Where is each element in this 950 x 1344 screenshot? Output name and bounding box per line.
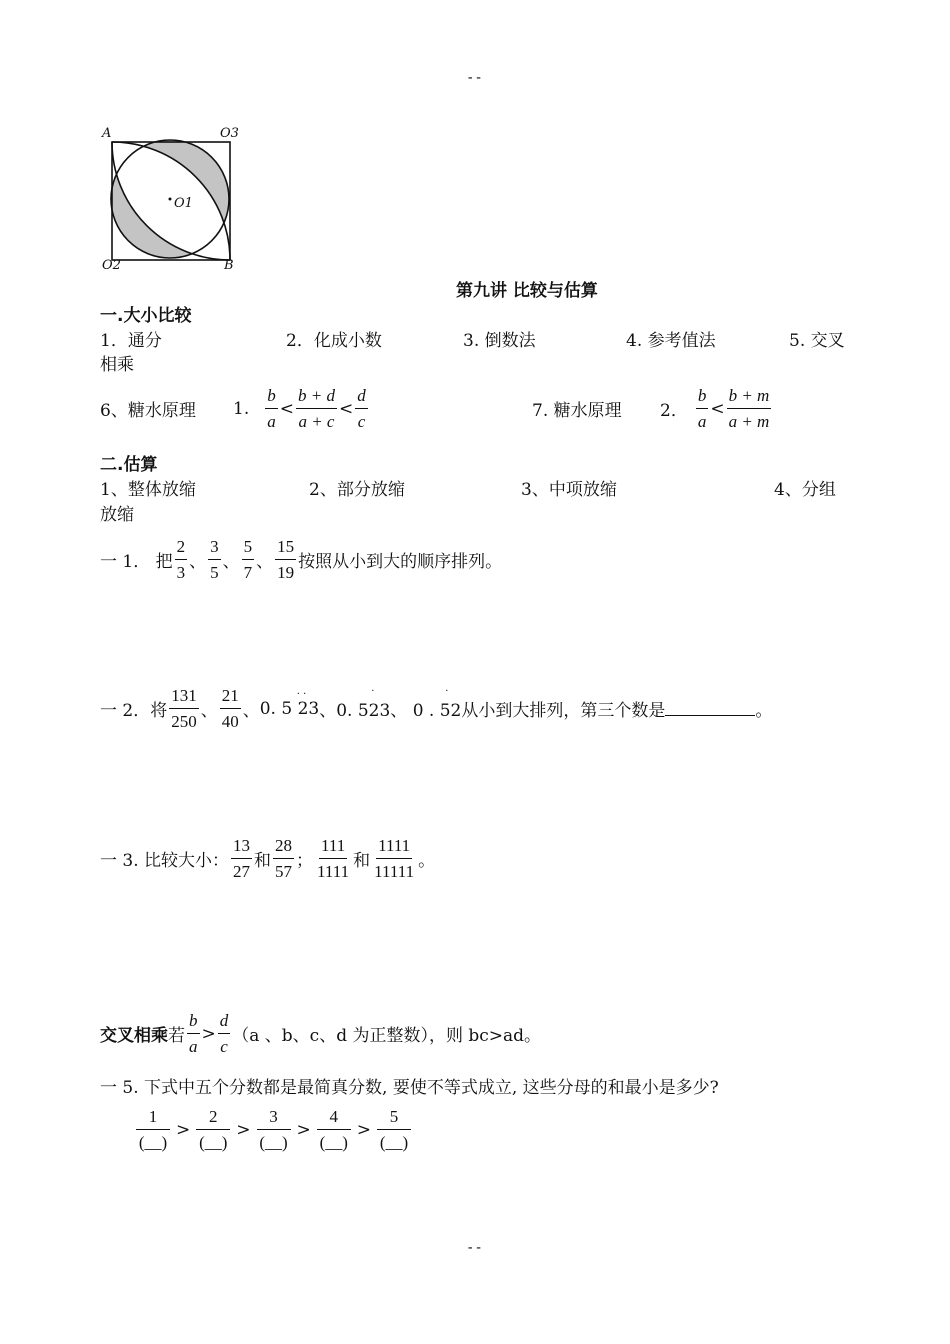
denominator: 7 [243, 562, 253, 582]
question-2 [100, 686, 772, 731]
numerator: b [696, 386, 709, 409]
answer-blank[interactable] [665, 701, 755, 716]
denominator-blank[interactable]: (__) [319, 1132, 348, 1152]
decimal-text: 、0. 523 [319, 701, 391, 722]
numerator: 111 [319, 836, 347, 859]
method-item: 5. 交叉 [789, 331, 845, 351]
decimal-text: 、 0 . 52 [390, 701, 462, 722]
repeat-dot: · · [296, 688, 307, 700]
numerator: 5 [377, 1107, 411, 1130]
cross-label: 交叉相乘 [100, 1026, 168, 1047]
fraction [372, 836, 416, 881]
numerator: d [355, 386, 368, 409]
fraction [315, 836, 351, 881]
semicolon: ； [296, 851, 314, 872]
fraction [220, 686, 241, 731]
denominator: a [697, 411, 707, 431]
denominator: 27 [233, 861, 251, 881]
numerator: 2 [196, 1107, 230, 1130]
q2-end: 。 [755, 701, 773, 722]
q3-end: 。 [418, 851, 436, 872]
less-than: < [338, 398, 354, 419]
denominator: 3 [176, 562, 186, 582]
top-page-mark: -- [466, 70, 483, 86]
section2-heading: 二.估算 [100, 455, 158, 475]
numerator: 3 [208, 537, 221, 560]
if-word: 若 [168, 1026, 185, 1047]
cross-multiply-rule [100, 1011, 541, 1056]
greater-than: > [236, 1119, 251, 1140]
numerator: 5 [242, 537, 255, 560]
fraction [136, 1107, 170, 1152]
estimate-method: 1、整体放缩 [100, 480, 196, 500]
estimate-method: 2、部分放缩 [309, 480, 405, 500]
numerator: 131 [169, 686, 199, 709]
denominator: 19 [277, 562, 295, 582]
geometry-figure [100, 126, 250, 276]
fraction [242, 537, 255, 582]
numerator: b [265, 386, 278, 409]
numerator: 3 [257, 1107, 291, 1130]
denominator: a + c [298, 411, 335, 431]
numerator: 1111 [376, 836, 412, 859]
numerator: 4 [317, 1107, 351, 1130]
fraction [275, 537, 296, 582]
denominator: a [267, 411, 276, 431]
greater-than: > [296, 1119, 311, 1140]
separator: 、 [222, 552, 240, 573]
question-3 [100, 836, 435, 881]
section1-heading: 一.大小比较 [100, 306, 192, 326]
fraction [187, 1011, 200, 1056]
and-word: 和 [353, 851, 371, 872]
denominator: 40 [221, 711, 239, 731]
fraction [218, 1011, 231, 1056]
numerator: 21 [220, 686, 241, 709]
bottom-page-mark: -- [466, 1240, 483, 1256]
estimate-method: 4、分组 [774, 480, 836, 500]
numerator: b [187, 1011, 200, 1034]
method-wrap: 相乘 [100, 355, 134, 375]
rule6-index: 1. [233, 398, 250, 419]
rule6-formula [233, 386, 370, 431]
q2-prefix: 一 2．将 [100, 701, 168, 722]
numerator: 13 [231, 836, 252, 859]
rule7-index: 2． [660, 401, 688, 422]
fraction [296, 386, 337, 431]
decimal-text: 0. 5 23 [259, 698, 320, 719]
cross-text: （a 、b、c、d 为正整数），则 bc>ad。 [232, 1026, 542, 1047]
separator: 、 [189, 552, 207, 573]
denominator: a [189, 1036, 198, 1056]
denominator-blank[interactable]: (__) [138, 1132, 168, 1152]
denominator: c [220, 1036, 228, 1056]
repeating-decimal-2 [319, 686, 391, 722]
denominator: 11111 [374, 861, 415, 881]
label-o1: O1 [174, 196, 193, 211]
denominator-blank[interactable]: (__) [199, 1132, 228, 1152]
method-item: 4. 参考值法 [626, 331, 716, 351]
q3-prefix: 一 3. 比较大小： [100, 851, 230, 872]
method-item: 2．化成小数 [286, 331, 382, 351]
q2-suffix: 从小到大排列，第三个数是 [461, 701, 666, 722]
repeat-dot: · [445, 686, 449, 698]
and-word: 和 [254, 851, 272, 872]
fraction [231, 836, 252, 881]
label-o2: O2 [102, 258, 121, 273]
question-1 [100, 537, 502, 582]
fraction [208, 537, 221, 582]
method-item: 3. 倒数法 [463, 331, 536, 351]
fraction [696, 386, 709, 431]
denominator: a + m [728, 411, 770, 431]
less-than: < [279, 398, 294, 419]
separator: 、 [200, 701, 218, 722]
greater-than: > [356, 1119, 371, 1140]
denominator: c [357, 411, 366, 431]
numerator: b + d [296, 386, 337, 409]
numerator: 2 [175, 537, 188, 560]
question-5-inequality [134, 1107, 413, 1152]
estimate-wrap: 放缩 [100, 505, 134, 525]
fraction [727, 386, 772, 431]
denominator: 57 [275, 861, 293, 881]
numerator: d [218, 1011, 231, 1034]
question-5-text: 一 5. 下式中五个分数都是最简真分数, 要使不等式成立, 这些分母的和最小是多少? [100, 1078, 719, 1098]
less-than: < [710, 398, 725, 419]
fraction [273, 836, 294, 881]
fraction [257, 1107, 291, 1152]
q1-suffix: 按照从小到大的顺序排列。 [298, 552, 503, 573]
greater-than: > [201, 1023, 216, 1044]
estimate-method: 3、中项放缩 [521, 480, 617, 500]
fraction [355, 386, 368, 431]
denominator: 250 [171, 711, 197, 731]
repeating-decimal-1 [259, 688, 320, 719]
numerator: 15 [275, 537, 296, 560]
fraction [169, 686, 199, 731]
separator: 、 [242, 701, 260, 722]
method-item: 1．通分 [100, 331, 162, 351]
separator: 、 [256, 552, 274, 573]
rule6-label: 6、糖水原理 [100, 401, 196, 421]
fraction [175, 537, 188, 582]
numerator: 28 [273, 836, 294, 859]
label-o3: O3 [220, 126, 239, 141]
greater-than: > [176, 1119, 191, 1140]
numerator: b + m [727, 386, 772, 409]
denominator: 1111 [317, 861, 350, 881]
rule7-formula [660, 386, 773, 431]
label-b: B [224, 258, 234, 273]
denominator-blank[interactable]: (__) [379, 1132, 409, 1152]
fraction [196, 1107, 230, 1152]
denominator-blank[interactable]: (__) [259, 1132, 288, 1152]
fraction [265, 386, 278, 431]
fraction [377, 1107, 411, 1152]
denominator: 5 [210, 562, 219, 582]
rule7-label: 7. 糖水原理 [532, 401, 622, 421]
label-a: A [102, 126, 112, 141]
repeat-dot: · [371, 686, 375, 698]
q1-prefix: 一 1． 把 [100, 552, 173, 573]
page-title: 第九讲 比较与估算 [456, 281, 598, 301]
fraction [317, 1107, 351, 1152]
repeating-decimal-3 [390, 686, 462, 722]
numerator: 1 [136, 1107, 170, 1130]
